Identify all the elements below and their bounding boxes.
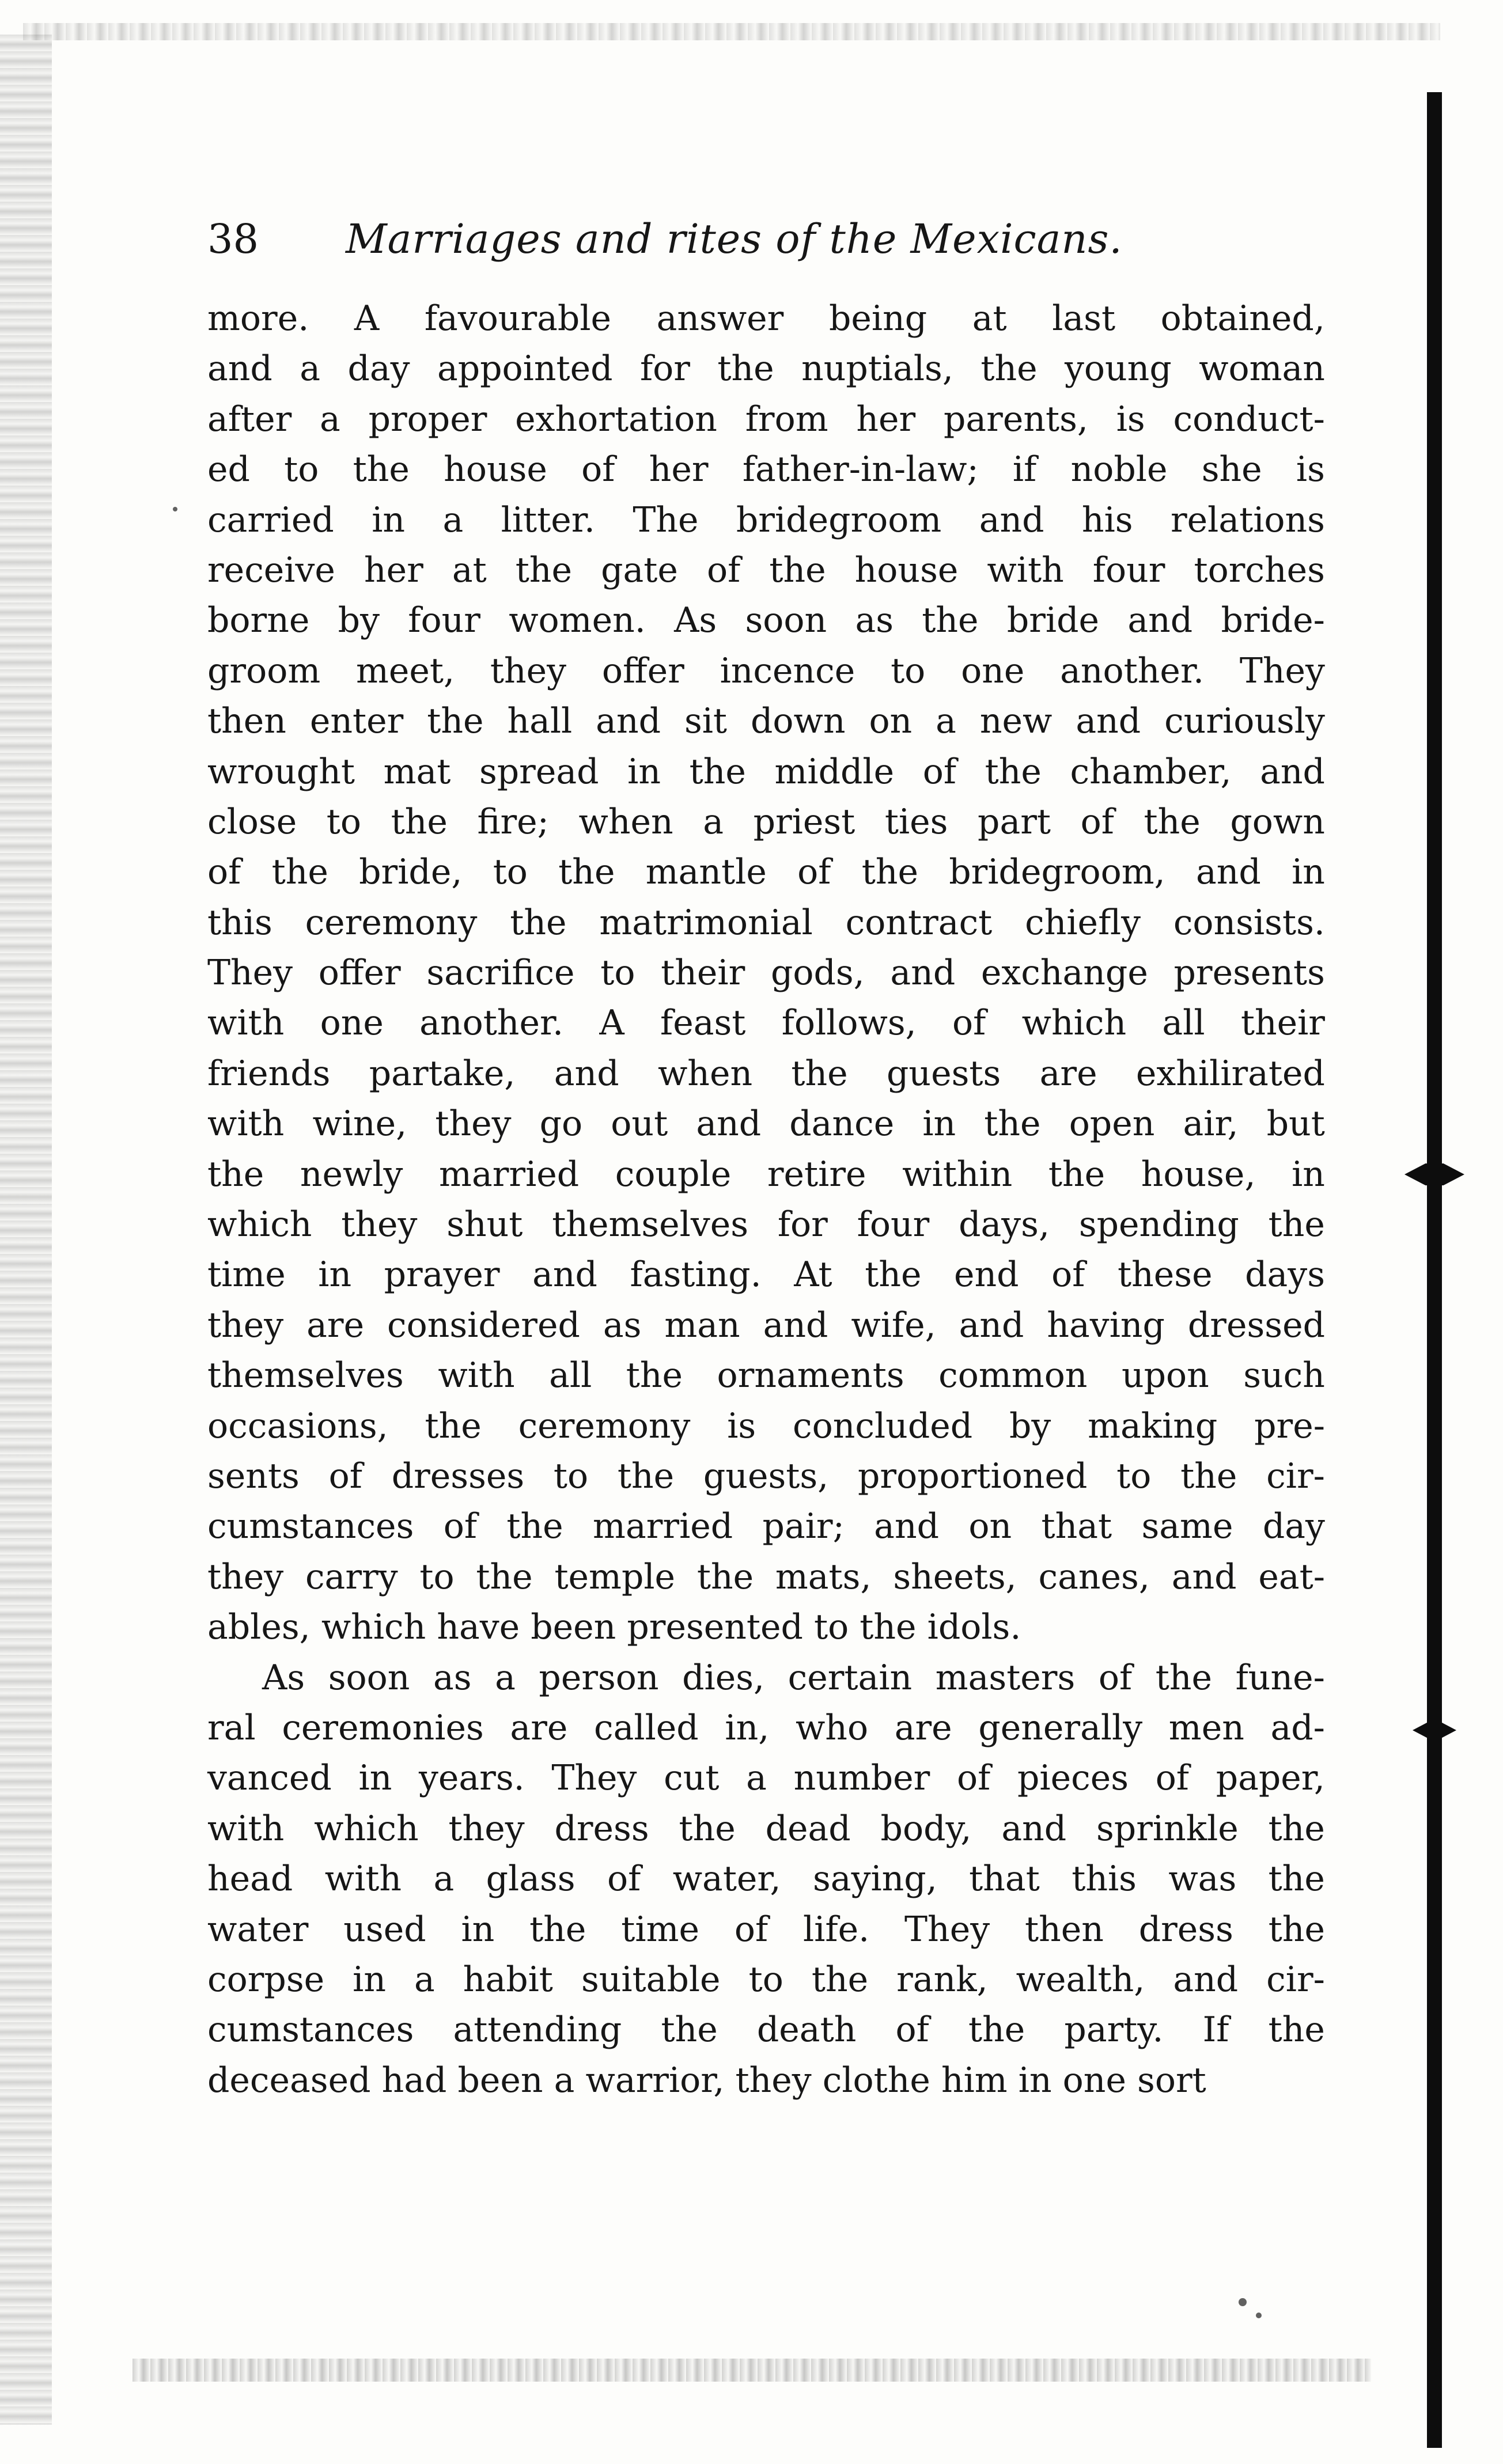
- text-line: receive her at the gate of the house with four torches: [207, 549, 1325, 590]
- text-line: then enter the hall and sit down on a new and curiously: [207, 701, 1325, 742]
- text-line: vanced in years. They cut a number of pieces of paper,: [207, 1758, 1325, 1799]
- text-line: they are considered as man and wife, and having dressed: [207, 1305, 1325, 1345]
- text-line: with one another. A feast follows, of which all their: [207, 1003, 1325, 1044]
- ink-speck: [1256, 2313, 1262, 2318]
- text-line: time in prayer and fasting. At the end of these days: [207, 1254, 1325, 1295]
- text-line: As soon as a person dies, certain masters of the fune-: [262, 1657, 1325, 1698]
- text-line: ables, which have been presented to the idols.: [207, 1607, 1021, 1648]
- binding-spine-notch: [1413, 1722, 1456, 1738]
- text-line: deceased had been a warrior, they clothe him in one sort: [207, 2060, 1206, 2101]
- text-line: corpse in a habit suitable to the rank, wealth, and cir-: [207, 1959, 1325, 2000]
- text-line: cumstances attending the death of the party. If the: [207, 2010, 1325, 2050]
- text-line: they carry to the temple the mats, sheets, canes, and eat-: [207, 1556, 1325, 1597]
- text-line: after a proper exhortation from her parents, is conduct-: [207, 399, 1325, 439]
- text-line: the newly married couple retire within the house, in: [207, 1154, 1325, 1195]
- page-top-edge-shadow: [23, 23, 1440, 40]
- text-line: cumstances of the married pair; and on that same day: [207, 1506, 1325, 1547]
- text-line: water used in the time of life. They then dress the: [207, 1909, 1325, 1950]
- text-line: close to the fire; when a priest ties part of the gown: [207, 801, 1325, 842]
- binding-spine: [1427, 92, 1442, 2448]
- text-line: which they shut themselves for four days, spending the: [207, 1204, 1325, 1245]
- text-line: occasions, the ceremony is concluded by making pre-: [207, 1405, 1325, 1446]
- text-line: ral ceremonies are called in, who are generally men ad-: [207, 1707, 1325, 1748]
- text-line: sents of dresses to the guests, proportioned to the cir-: [207, 1455, 1325, 1496]
- text-line: head with a glass of water, saying, that this was the: [207, 1859, 1325, 1900]
- text-line: ed to the house of her father-in-law; if noble she is: [207, 449, 1325, 490]
- text-line: and a day appointed for the nuptials, the young woman: [207, 348, 1325, 389]
- text-line: of the bride, to the mantle of the bridegroom, and in: [207, 852, 1325, 893]
- text-line: with wine, they go out and dance in the open air, but: [207, 1104, 1325, 1144]
- text-line: borne by four women. As soon as the bride and bride-: [207, 600, 1325, 641]
- body-text: [207, 294, 1325, 2106]
- text-line: groom meet, they offer incence to one another. They: [207, 650, 1325, 691]
- text-line: with which they dress the dead body, and sprinkle the: [207, 1808, 1325, 1849]
- binding-spine-notch: [1404, 1163, 1464, 1185]
- page-left-edge-shadow: [0, 35, 52, 2425]
- running-head: [207, 210, 1360, 268]
- ink-speck: [173, 507, 177, 511]
- ink-speck: [1239, 2298, 1247, 2306]
- paragraph: [207, 294, 1325, 1653]
- page-number: 38: [207, 215, 259, 263]
- text-line: carried in a litter. The bridegroom and his relations: [207, 499, 1325, 540]
- text-line: They offer sacrifice to their gods, and exchange presents: [207, 953, 1325, 994]
- text-line: wrought mat spread in the middle of the chamber, and: [207, 751, 1325, 792]
- paragraph: [207, 1653, 1325, 2106]
- text-line: friends partake, and when the guests are exhilirated: [207, 1053, 1325, 1094]
- text-line: more. A favourable answer being at last obtained,: [207, 298, 1325, 339]
- text-line: this ceremony the matrimonial contract chiefly consists.: [207, 902, 1325, 943]
- page-bottom-edge-shadow: [132, 2359, 1371, 2382]
- text-line: themselves with all the ornaments common upon such: [207, 1355, 1325, 1396]
- running-head-title: Marriages and rites of the Mexicans.: [346, 215, 1123, 263]
